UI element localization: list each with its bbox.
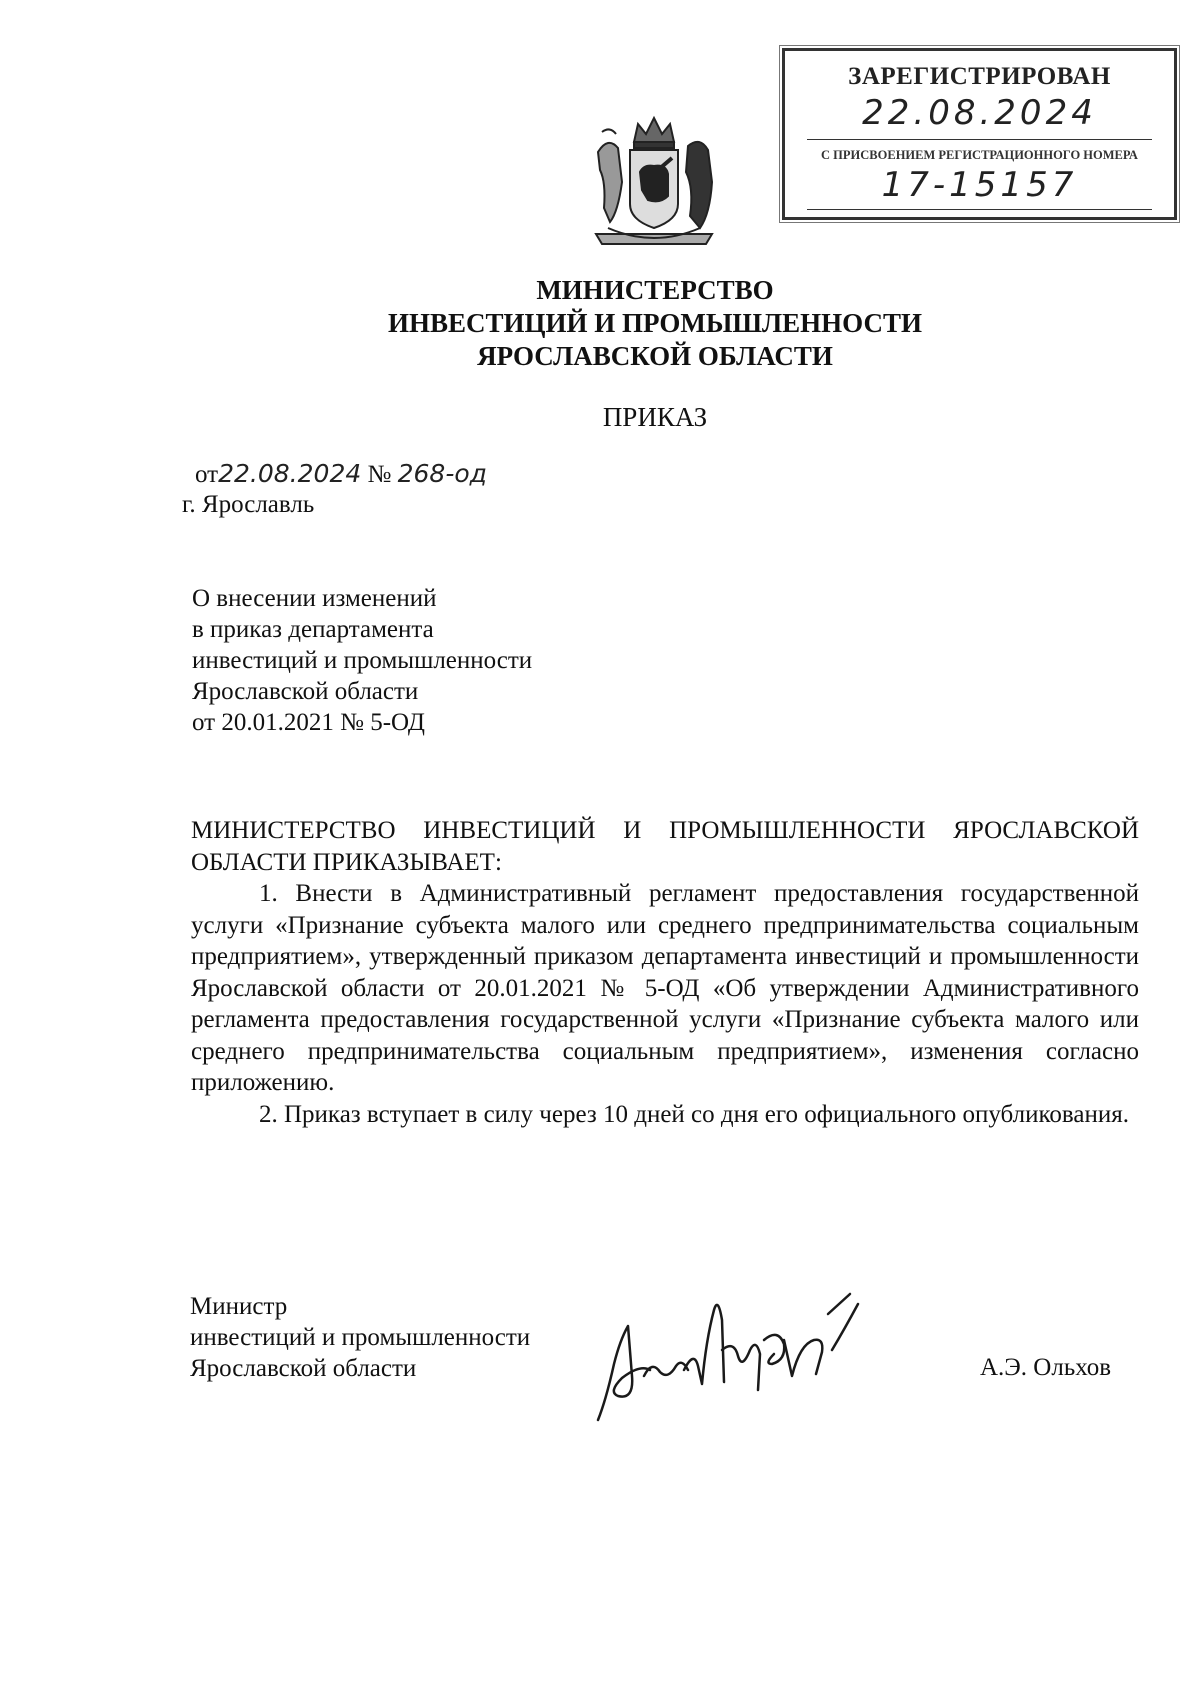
item-1: 1. Внести в Административный регламент предоставления государственной услуги «Признание субъекта малого или среднего предпринимательства социальным предприятием», утвержденный приказом департамента инвестиций и промышленности Ярославской области от 20.01.2021 № 5-ОД «Об утверждении Административного регламента предоставления государственной услуги «Признание субъекта малого или среднего предпринимательства социальным предприятием», изменения согласно приложению. [191, 880, 1139, 1096]
subject-line: О внесении изменений [192, 585, 437, 612]
registration-stamp [782, 48, 1177, 220]
city: г. Ярославль [182, 491, 315, 518]
order-number: 268-од [397, 459, 487, 488]
position-line: инвестиций и промышленности [190, 1324, 531, 1351]
position-line: Ярославской области [190, 1355, 417, 1382]
coat-of-arms-icon [588, 112, 720, 250]
number-sign: № [367, 461, 392, 488]
handwritten-signature [588, 1280, 888, 1430]
stamp-divider [807, 209, 1152, 210]
stamp-subtitle: С ПРИСВОЕНИЕМ РЕГИСТРАЦИОННОГО НОМЕРА [821, 148, 1138, 162]
stamp-divider [807, 139, 1152, 140]
order-subject [192, 583, 532, 738]
stamp-title: ЗАРЕГИСТРИРОВАН [848, 63, 1111, 90]
subject-line: в приказ департамента [192, 616, 434, 643]
stamp-number: 17-15157 [881, 165, 1078, 205]
ministry-name-line-1: МИНИСТЕРСТВО [536, 275, 774, 305]
subject-line: от 20.01.2021 № 5-ОД [192, 709, 425, 736]
ministry-name-line-2: ИНВЕСТИЦИЙ И ПРОМЫШЛЕННОСТИ [388, 308, 922, 338]
ministry-name-line-3: ЯРОСЛАВСКОЙ ОБЛАСТИ [477, 341, 833, 371]
subject-line: Ярославской области [192, 678, 419, 705]
order-date: 22.08.2024 [218, 459, 362, 488]
item-2: 2. Приказ вступает в силу через 10 дней со дня его официального опубликования. [259, 1100, 1129, 1128]
from-prefix: от [195, 461, 219, 488]
signatory-name: А.Э. Ольхов [980, 1354, 1112, 1381]
subject-line: инвестиций и промышленности [192, 647, 533, 674]
signatory-position [190, 1291, 530, 1384]
stamp-date: 22.08.2024 [862, 93, 1097, 133]
position-line: Министр [190, 1293, 288, 1320]
preamble: МИНИСТЕРСТВО ИНВЕСТИЦИЙ И ПРОМЫШЛЕННОСТИ ЯРОСЛАВСКОЙ ОБЛАСТИ ПРИКАЗЫВАЕТ: [191, 817, 1139, 876]
order-date-number [195, 458, 487, 490]
document-type: ПРИКАЗ [602, 402, 708, 432]
order-body [191, 815, 1139, 1130]
